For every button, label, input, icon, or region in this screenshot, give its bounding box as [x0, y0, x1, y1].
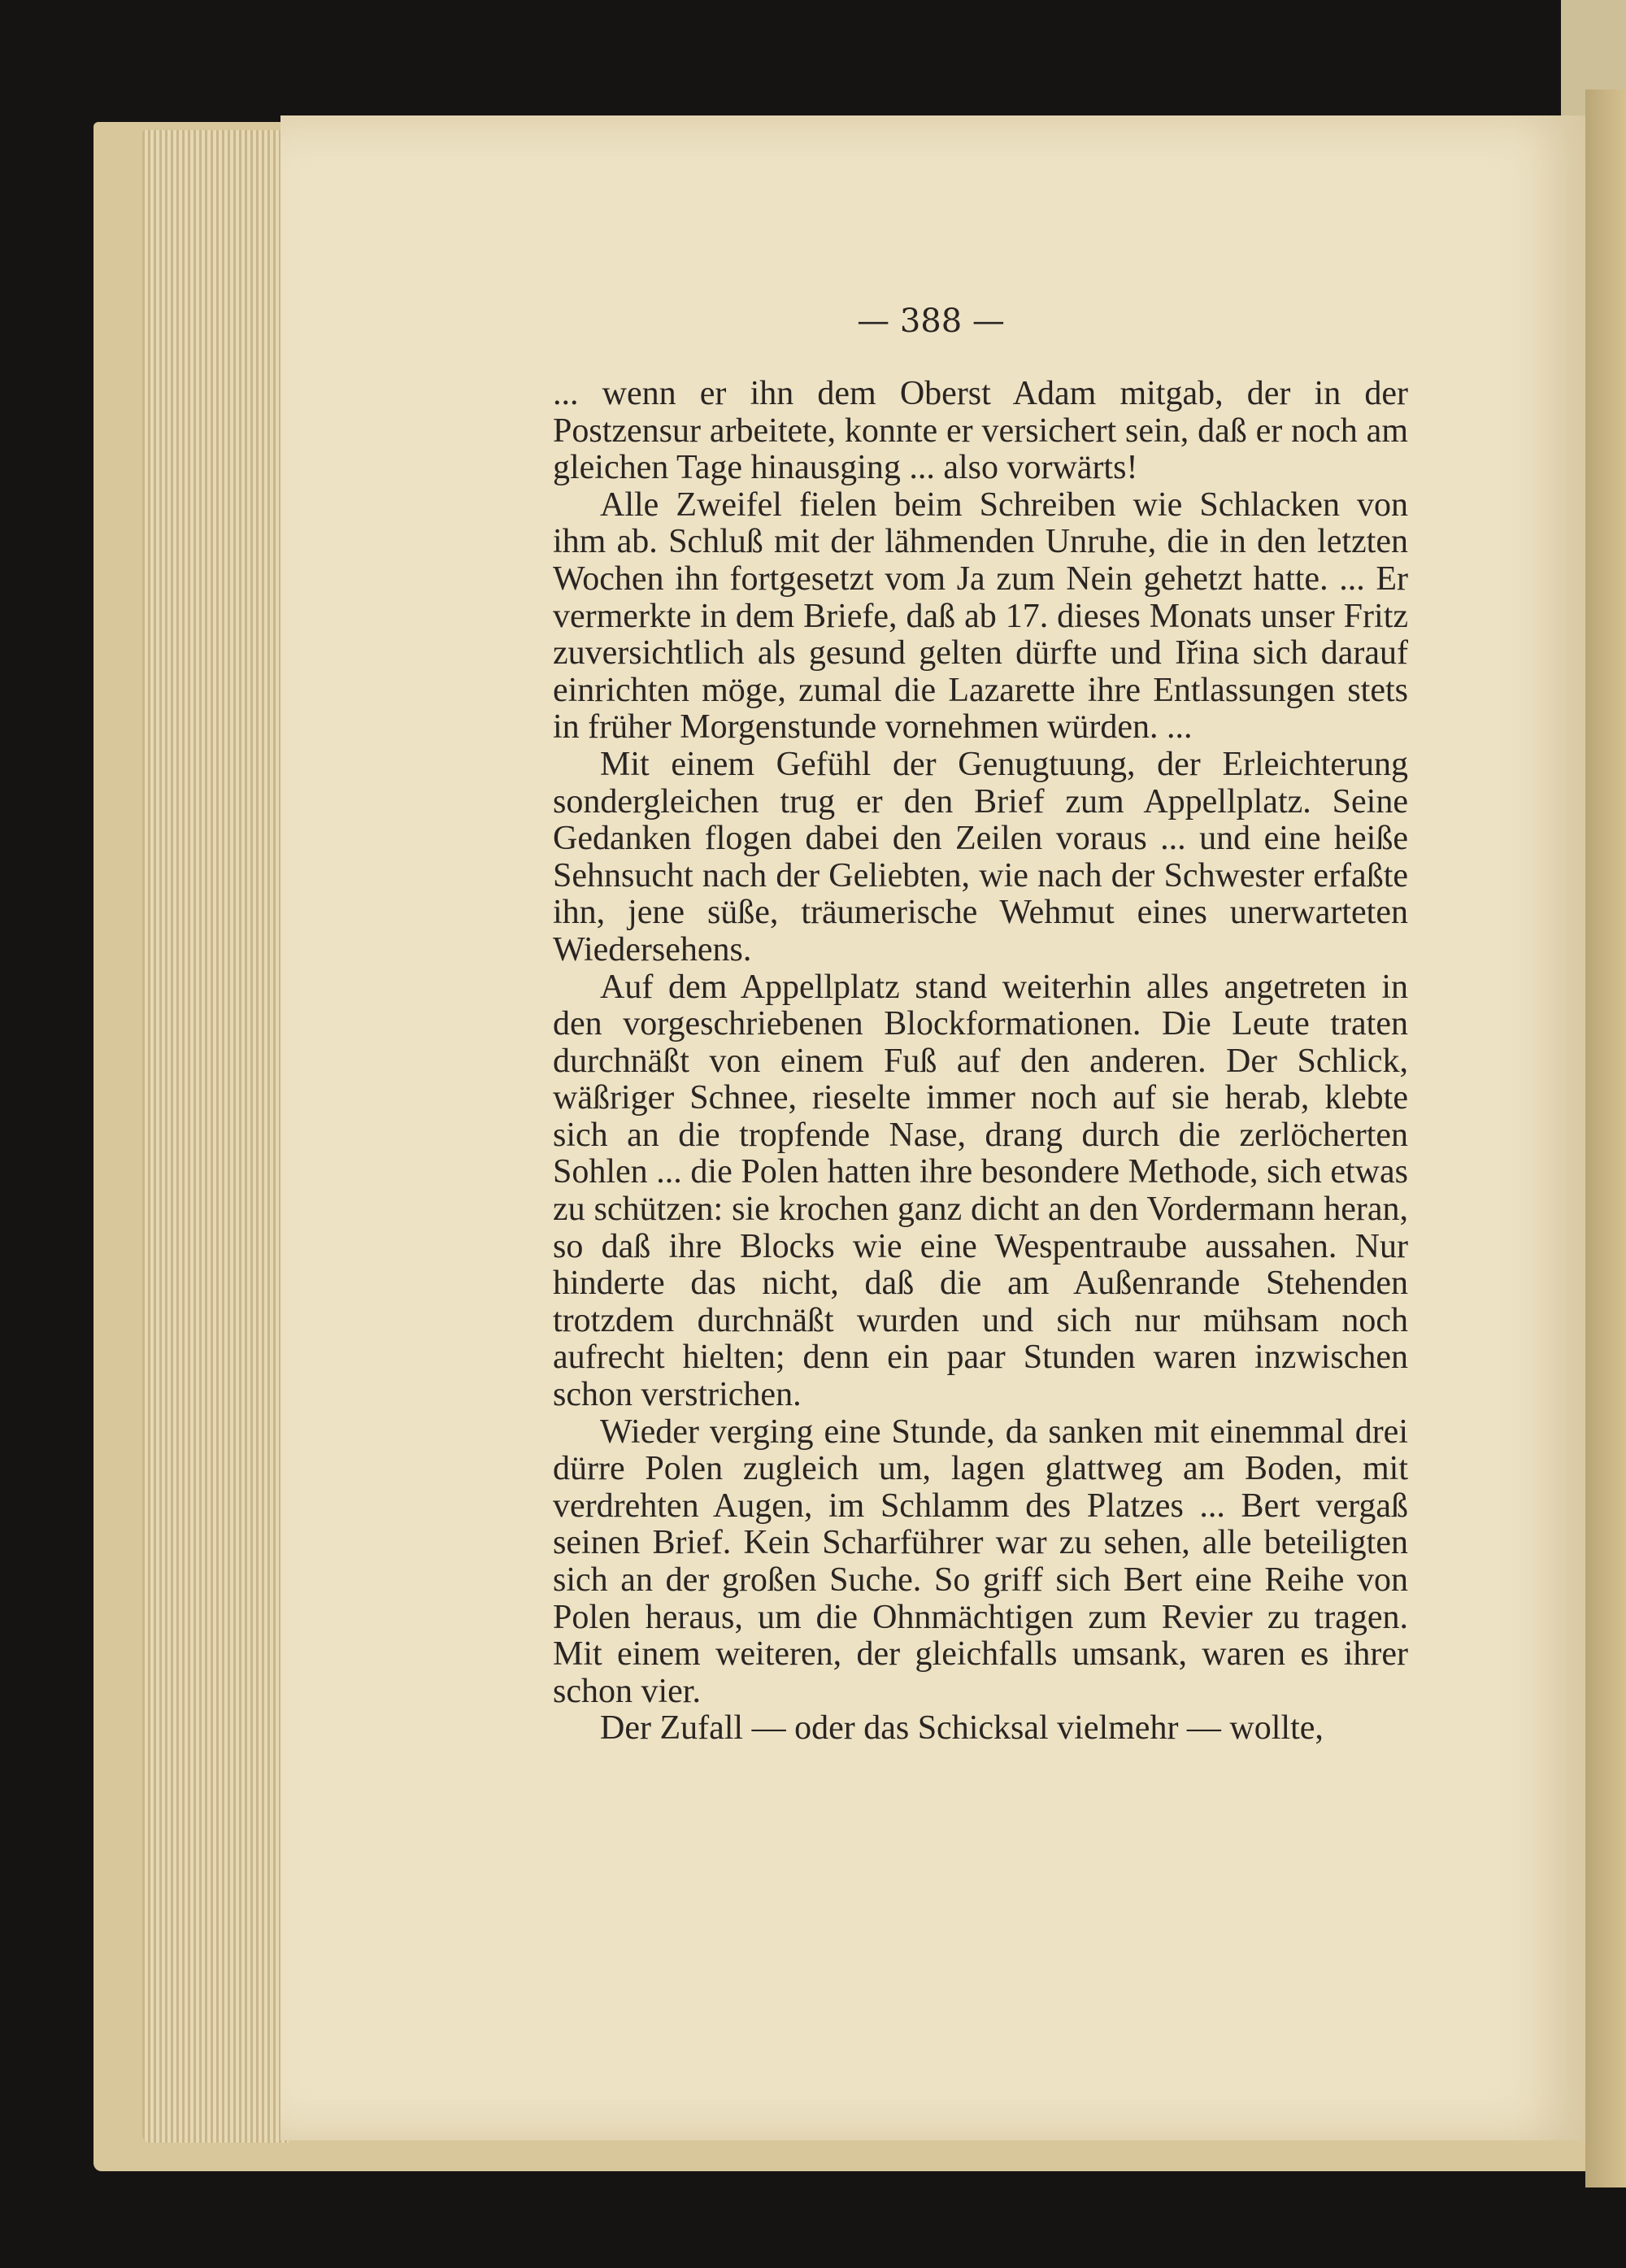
paragraph: Der Zufall — oder das Schicksal vielmehr — wollte,	[600, 1709, 1324, 1748]
page-number: — 388 —	[857, 303, 1005, 340]
paragraph: Mit einem Gefühl der Genugtuung, der Erleichterung sondergleichen trug er den Brief zum Appellplatz. Seine Gedanken flogen dabei den Zeilen voraus ... und eine heiße Sehnsucht nach der Geliebten, wie nach der Schwester erfaßte ihn, jene süße, träumerische Wehmut eines unerwarteten Wiedersehens.	[553, 745, 1408, 969]
paragraph: Auf dem Appellplatz stand weiterhin alles angetreten in den vorgeschriebenen Blockformationen. Die Leute traten durchnäßt von einem Fuß auf den anderen. Der Schlick, wäßriger Schnee, rieselte immer noch auf sie herab, klebte sich an die tropfende Nase, drang durch die zerlöcherten Sohlen ... die Polen hatten ihre besondere Methode, sich etwas zu schützen: sie krochen ganz dicht an den Vordermann heran, so daß ihre Blocks wie eine Wespentraube aussahen. Nur hinderte das nicht, daß die am Außenrande Stehenden trotzdem durchnäßt wurden und sich nur mühsam noch aufrecht hielten; denn ein paar Stunden waren inzwischen schon verstrichen.	[553, 968, 1408, 1414]
page-stack-edges	[142, 130, 289, 2143]
paragraph: Alle Zweifel fielen beim Schreiben wie Schlacken von ihm ab. Schluß mit der lähmenden Unruhe, die in den letzten Wochen ihn fortgesetzt vom Ja zum Nein gehetzt hatte. ... Er vermerkte in dem Briefe, daß ab 17. dieses Monats unser Fritz zuversichtlich als gesund gelten dürfte und Iřina sich darauf einrichten möge, zumal die Lazarette ihre Entlassungen stets in früher Morgenstunde vornehmen würden. ...	[553, 485, 1408, 747]
body-text	[553, 376, 1408, 1748]
paragraph: Wieder verging eine Stunde, da sanken mit einemmal drei dürre Polen zugleich um, lagen glattweg am Boden, mit verdrehten Augen, im Schlamm des Platzes ... Bert vergaß seinen Brief. Kein Scharführer war zu sehen, alle beteiligten sich an der großen Suche. So griff sich Bert eine Reihe von Polen heraus, um die Ohnmächtigen zum Revier zu tragen. Mit einem weiteren, der gleichfalls umsank, waren es ihrer schon vier.	[553, 1413, 1408, 1710]
facing-page-edge	[1585, 89, 1626, 2187]
paragraph: ... wenn er ihn dem Oberst Adam mitgab, der in der Postzensur arbeitete, konnte er versichert sein, daß er noch am gleichen Tage hinausging ... also vorwärts!	[553, 375, 1408, 487]
